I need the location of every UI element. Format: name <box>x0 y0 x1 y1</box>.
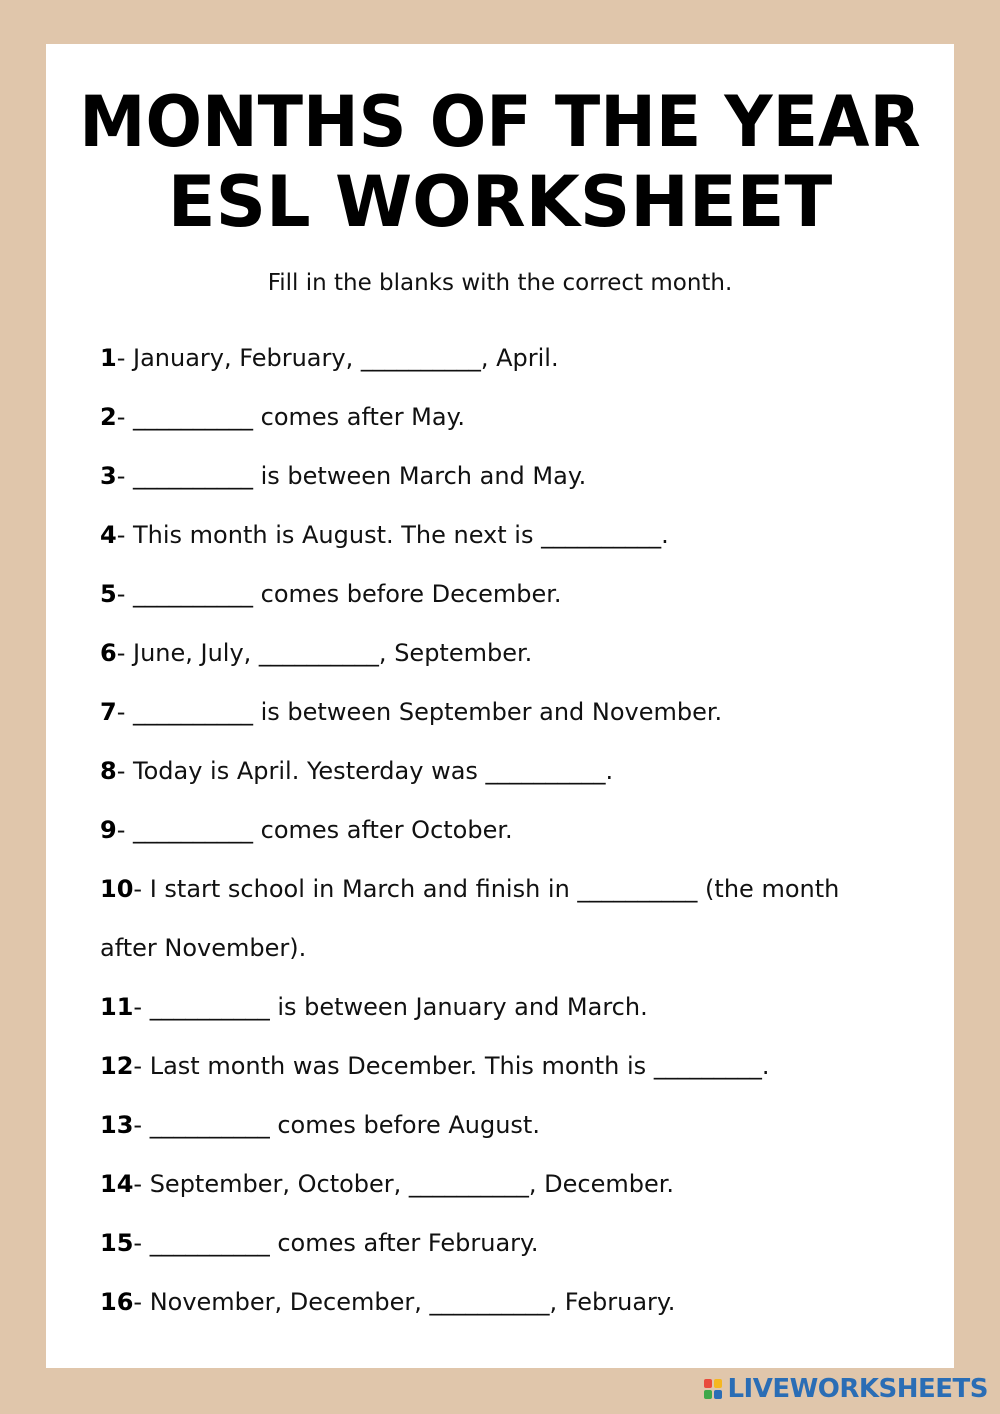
question-number: 2 <box>100 403 117 431</box>
question-item <box>100 1096 920 1155</box>
question-item <box>100 860 860 978</box>
question-number: 3 <box>100 462 117 490</box>
instruction-text: Fill in the blanks with the correct month. <box>267 270 733 296</box>
question-number: 13 <box>100 1111 134 1139</box>
question-text: - This month is August. The next is __________. <box>116 521 669 549</box>
question-text: - January, February, __________, April. <box>116 344 559 372</box>
logo-square-yellow <box>714 1379 722 1388</box>
question-item <box>100 1273 920 1332</box>
logo-square-blue <box>714 1390 722 1399</box>
question-number: 14 <box>100 1170 134 1198</box>
question-list <box>100 329 920 1332</box>
question-item <box>100 1155 920 1214</box>
question-item <box>100 329 920 388</box>
question-item <box>100 506 920 565</box>
question-text: - __________ comes after May. <box>116 403 466 431</box>
question-text: - __________ is between March and May. <box>116 462 587 490</box>
question-number: 16 <box>100 1288 134 1316</box>
question-item <box>100 683 920 742</box>
liveworksheets-logo-text: LIVEWORKSHEETS <box>727 1374 988 1404</box>
question-item <box>100 447 920 506</box>
question-item <box>100 565 920 624</box>
question-text: - __________ comes after February. <box>133 1229 539 1257</box>
question-number: 7 <box>100 698 117 726</box>
question-number: 15 <box>100 1229 134 1257</box>
question-number: 10 <box>100 875 134 903</box>
liveworksheets-logo-icon <box>703 1378 723 1400</box>
worksheet-title-line1: MONTHS OF THE YEAR <box>79 81 921 163</box>
question-item <box>100 978 920 1037</box>
question-text: - __________ comes after October. <box>116 816 513 844</box>
question-text: - November, December, __________, February. <box>133 1288 676 1316</box>
question-number: 9 <box>100 816 117 844</box>
question-number: 8 <box>100 757 117 785</box>
question-item <box>100 742 920 801</box>
question-item <box>100 624 920 683</box>
question-text: - June, July, __________, September. <box>116 639 533 667</box>
question-text: - September, October, __________, December. <box>133 1170 675 1198</box>
logo-square-red <box>704 1379 712 1388</box>
question-number: 11 <box>100 993 134 1021</box>
question-item <box>100 1037 920 1096</box>
question-text: - I start school in March and finish in __________ (the month after November). <box>100 875 840 962</box>
question-item <box>100 388 920 447</box>
worksheet-title-line2: ESL WORKSHEET <box>167 161 833 243</box>
question-text: - Today is April. Yesterday was __________. <box>116 757 614 785</box>
question-text: - __________ comes before August. <box>133 1111 540 1139</box>
question-text: - Last month was December. This month is _________. <box>133 1052 770 1080</box>
question-number: 1 <box>100 344 117 372</box>
question-item <box>100 1214 920 1273</box>
question-text: - __________ is between January and March. <box>133 993 648 1021</box>
logo-square-green <box>704 1390 712 1399</box>
question-text: - __________ comes before December. <box>116 580 562 608</box>
question-number: 5 <box>100 580 117 608</box>
question-number: 6 <box>100 639 117 667</box>
question-item <box>100 801 920 860</box>
question-number: 4 <box>100 521 117 549</box>
worksheet-page <box>46 44 954 1368</box>
liveworksheets-logo[interactable] <box>703 1372 988 1406</box>
question-number: 12 <box>100 1052 134 1080</box>
question-text: - __________ is between September and November. <box>116 698 723 726</box>
